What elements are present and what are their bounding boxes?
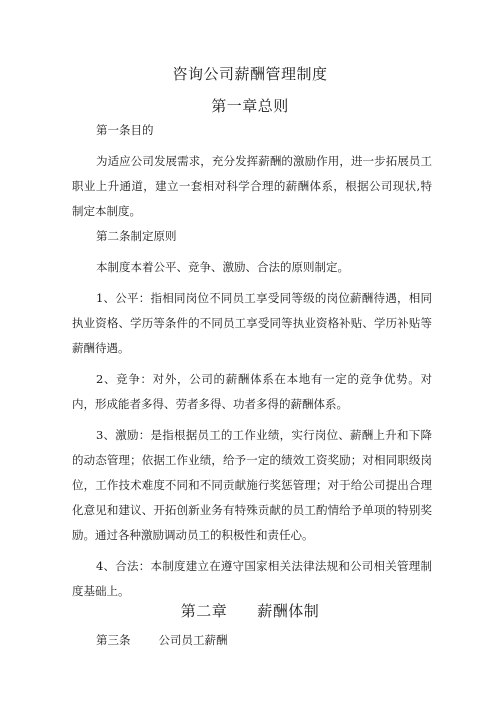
document-title: 咨询公司薪酬管理制度 [172,65,328,83]
principle-legality: 4、合法：本制度建立在遵守国家相关法律法规和公司相关管理制度基础上。 [72,559,432,598]
chapter-1-heading: 第一章总则 [211,97,289,115]
document-body [72,118,432,604]
article-3-label: 第三条 [96,633,131,647]
chapter-2-heading [0,601,500,621]
article-3-name: 公司员工薪酬 [158,633,228,647]
chapter-2-label: 第二章 [180,602,228,620]
article-1-text: 为适应公司发展需求，充分发挥薪酬的激励作用，进一步拓展员工职业上升通道，建立一套相对科学合理的薪酬体系，根据公司现状,特制定本制度。 [72,154,432,218]
article-2-heading: 第二条制定原则 [96,229,177,243]
article-1-heading: 第一条目的 [96,123,154,137]
principle-incentive: 3、激励：是指根据员工的工作业绩，实行岗位、薪酬上升和下降的动态管理；依据工作业绩，给予一定的绩效工资奖励；对相同职级岗位，工作技术难度不同和不同贡献施行奖惩管理；对于给公司提出合理化意见和建议、开拓创新业务有特殊贡献的员工酌情给予单项的特别奖励。通过各种激励调动员工的积极性和责任心。 [72,428,432,542]
chapter-2-name: 薪酬体制 [257,602,320,620]
article-2-intro: 本制度本着公平、竞争、激励、合法的原则制定。 [96,260,349,274]
principle-fairness: 1、公平：指相同岗位不同员工享受同等级的岗位薪酬待遇，相同执业资格、学历等条件的不同员工享受同等执业资格补贴、学历补贴等薪酬待遇。 [72,291,432,355]
article-3-heading [96,630,228,650]
principle-competition: 2、竞争：对外，公司的薪酬体系在本地有一定的竞争优势。对内，形成能者多得、劳者多得、功者多得的薪酬体系。 [72,372,432,411]
